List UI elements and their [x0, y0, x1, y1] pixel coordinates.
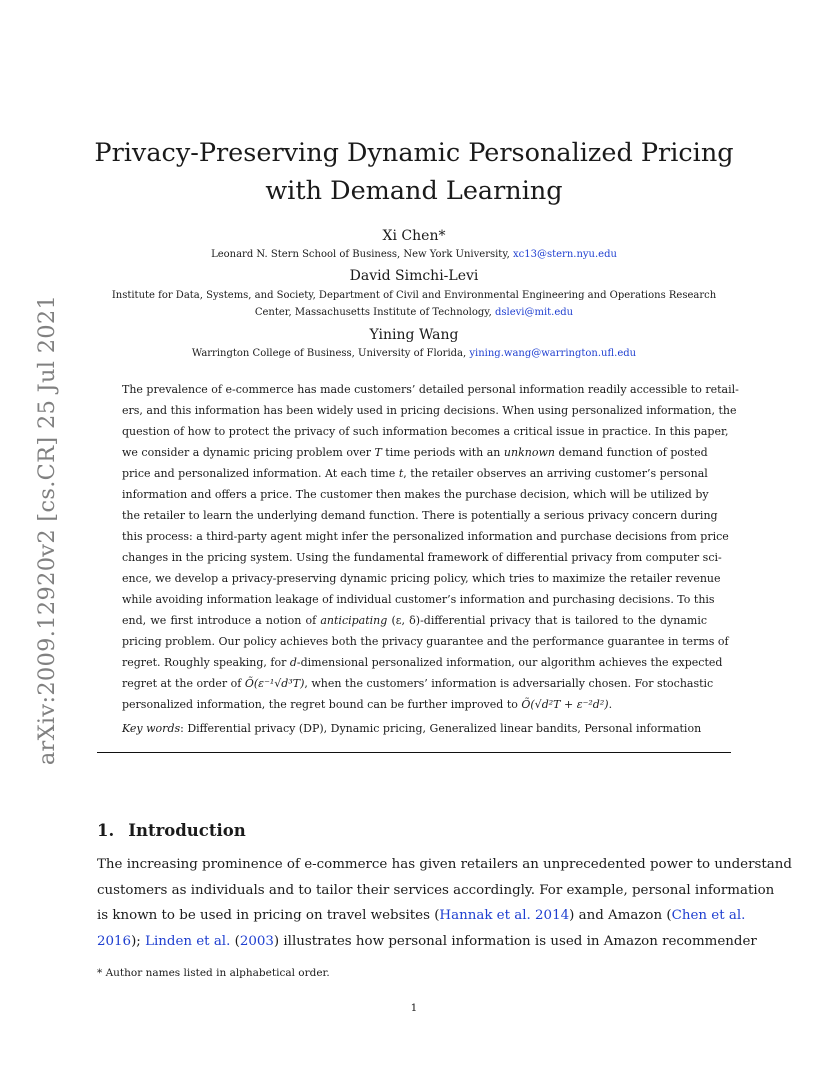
- text: price and personalized information. At each time: [122, 467, 399, 480]
- text: , when the customers’ information is adversarially chosen. For stochastic: [304, 677, 714, 690]
- abstract-line: this process: a third-party agent might infer the personalized information and purchase decisions from price: [122, 530, 729, 543]
- math-regret-bound: Õ(√d²T + ε⁻²d²): [521, 698, 609, 711]
- author-email-link[interactable]: dslevi@mit.edu: [494, 307, 574, 318]
- abstract-line: question of how to protect the privacy of such information becomes a critical issue in practice. In this paper,: [122, 425, 729, 438]
- text: regret. Roughly speaking, for: [122, 656, 290, 669]
- text: , the retailer observes an arriving customer’s personal: [403, 467, 708, 480]
- citation-link[interactable]: Hannak et al. 2014: [439, 908, 570, 924]
- text: is known to be used in pricing on travel websites (: [97, 908, 440, 924]
- author-name: Yining Wang: [369, 327, 459, 343]
- citation-link[interactable]: 2003: [239, 933, 274, 949]
- emphasis: unknown: [503, 446, 555, 459]
- footnote: * Author names listed in alphabetical order.: [97, 967, 330, 979]
- intro-paragraph: [97, 852, 792, 954]
- abstract-line: ers, and this information has been widely used in pricing decisions. When using personalized information, the: [122, 404, 737, 417]
- section-title: Introduction: [128, 821, 246, 840]
- abstract-line: information and offers a price. The customer then makes the purchase decision, which will be utilized by: [122, 488, 709, 501]
- author-email-link[interactable]: xc13@stern.nyu.edu: [513, 249, 617, 260]
- math-regret-bound: Õ(ε⁻¹√d³T): [244, 677, 305, 690]
- citation-link[interactable]: Linden et al.: [145, 933, 231, 949]
- text: time periods with an: [381, 446, 504, 459]
- affiliation-text: Warrington College of Business, University of Florida,: [191, 348, 470, 359]
- author-email-link[interactable]: yining.wang@warrington.ufl.edu: [469, 348, 637, 359]
- abstract-line: [122, 652, 723, 673]
- abstract-line: [122, 673, 714, 694]
- body-line: customers as individuals and to tailor their services accordingly. For example, personal information: [97, 882, 775, 898]
- text: (ε, δ)-differential privacy that is tailored to the dynamic: [387, 614, 707, 627]
- paper-title-line-1: Privacy-Preserving Dynamic Personalized Pricing: [94, 138, 734, 168]
- author-affiliation: [0, 304, 828, 321]
- page-number: 1: [410, 1002, 418, 1014]
- citation-link[interactable]: Chen et al.: [671, 908, 746, 924]
- paper-title-line-2: with Demand Learning: [265, 176, 563, 206]
- abstract-line: changes in the pricing system. Using the fundamental framework of differential privacy from computer sci-: [122, 551, 722, 564]
- body-line: [97, 903, 746, 929]
- abstract-line: pricing problem. Our policy achieves both the privacy guarantee and the performance guarantee in terms of: [122, 635, 729, 648]
- text: end, we first introduce a notion of: [122, 614, 321, 627]
- text: we consider a dynamic pricing problem over: [122, 446, 375, 459]
- section-heading: [97, 821, 260, 840]
- author-name: Xi Chen*: [382, 228, 446, 244]
- author-affiliation: Institute for Data, Systems, and Society, Department of Civil and Environmental Engineering and Operations Research: [111, 290, 717, 301]
- abstract-divider: [97, 752, 731, 753]
- author-name: David Simchi-Levi: [349, 268, 479, 284]
- text: );: [131, 933, 146, 949]
- author-affiliation: [0, 246, 828, 263]
- section-number: 1.: [97, 821, 115, 840]
- abstract-line: [122, 442, 707, 463]
- text: (: [230, 933, 240, 949]
- text: .: [608, 698, 613, 711]
- keywords-label: Key words: [122, 722, 181, 735]
- affiliation-text: Center, Massachusetts Institute of Technology,: [254, 307, 495, 318]
- affiliation-text: Leonard N. Stern School of Business, New York University,: [211, 249, 514, 260]
- math-var: t: [398, 467, 404, 480]
- keywords: [122, 722, 701, 735]
- arxiv-side-identifier: arXiv:2009.12920v2 [cs.CR] 25 Jul 2021: [34, 294, 60, 766]
- body-line: [97, 929, 757, 955]
- math-var: T: [374, 446, 382, 459]
- keywords-list: : Differential privacy (DP), Dynamic pricing, Generalized linear bandits, Personal information: [180, 722, 702, 735]
- text: -dimensional personalized information, our algorithm achieves the expected: [296, 656, 723, 669]
- text: ) illustrates how personal information is used in Amazon recommender: [273, 933, 757, 949]
- abstract-line: [122, 694, 707, 715]
- text: regret at the order of: [122, 677, 245, 690]
- emphasis: anticipating: [320, 614, 388, 627]
- abstract-line: [122, 463, 707, 484]
- abstract-line: the retailer to learn the underlying demand function. There is potentially a serious privacy concern during: [122, 509, 718, 522]
- abstract: [122, 379, 739, 715]
- citation-link[interactable]: 2016: [97, 933, 132, 949]
- abstract-line: while avoiding information leakage of individual customer’s information and purchasing decisions. To this: [122, 593, 715, 606]
- text: ) and Amazon (: [569, 908, 672, 924]
- text: personalized information, the regret bound can be further improved to: [122, 698, 522, 711]
- body-line: The increasing prominence of e-commerce has given retailers an unprecedented power to understand: [97, 857, 792, 872]
- math-var: d: [289, 656, 297, 669]
- abstract-line: ence, we develop a privacy-preserving dynamic pricing policy, which tries to maximize the retailer revenue: [122, 572, 721, 585]
- abstract-line: The prevalence of e-commerce has made customers’ detailed personal information readily accessible to retail-: [122, 383, 739, 396]
- text: demand function of posted: [554, 446, 708, 459]
- abstract-line: [122, 610, 707, 631]
- author-affiliation: [0, 345, 828, 362]
